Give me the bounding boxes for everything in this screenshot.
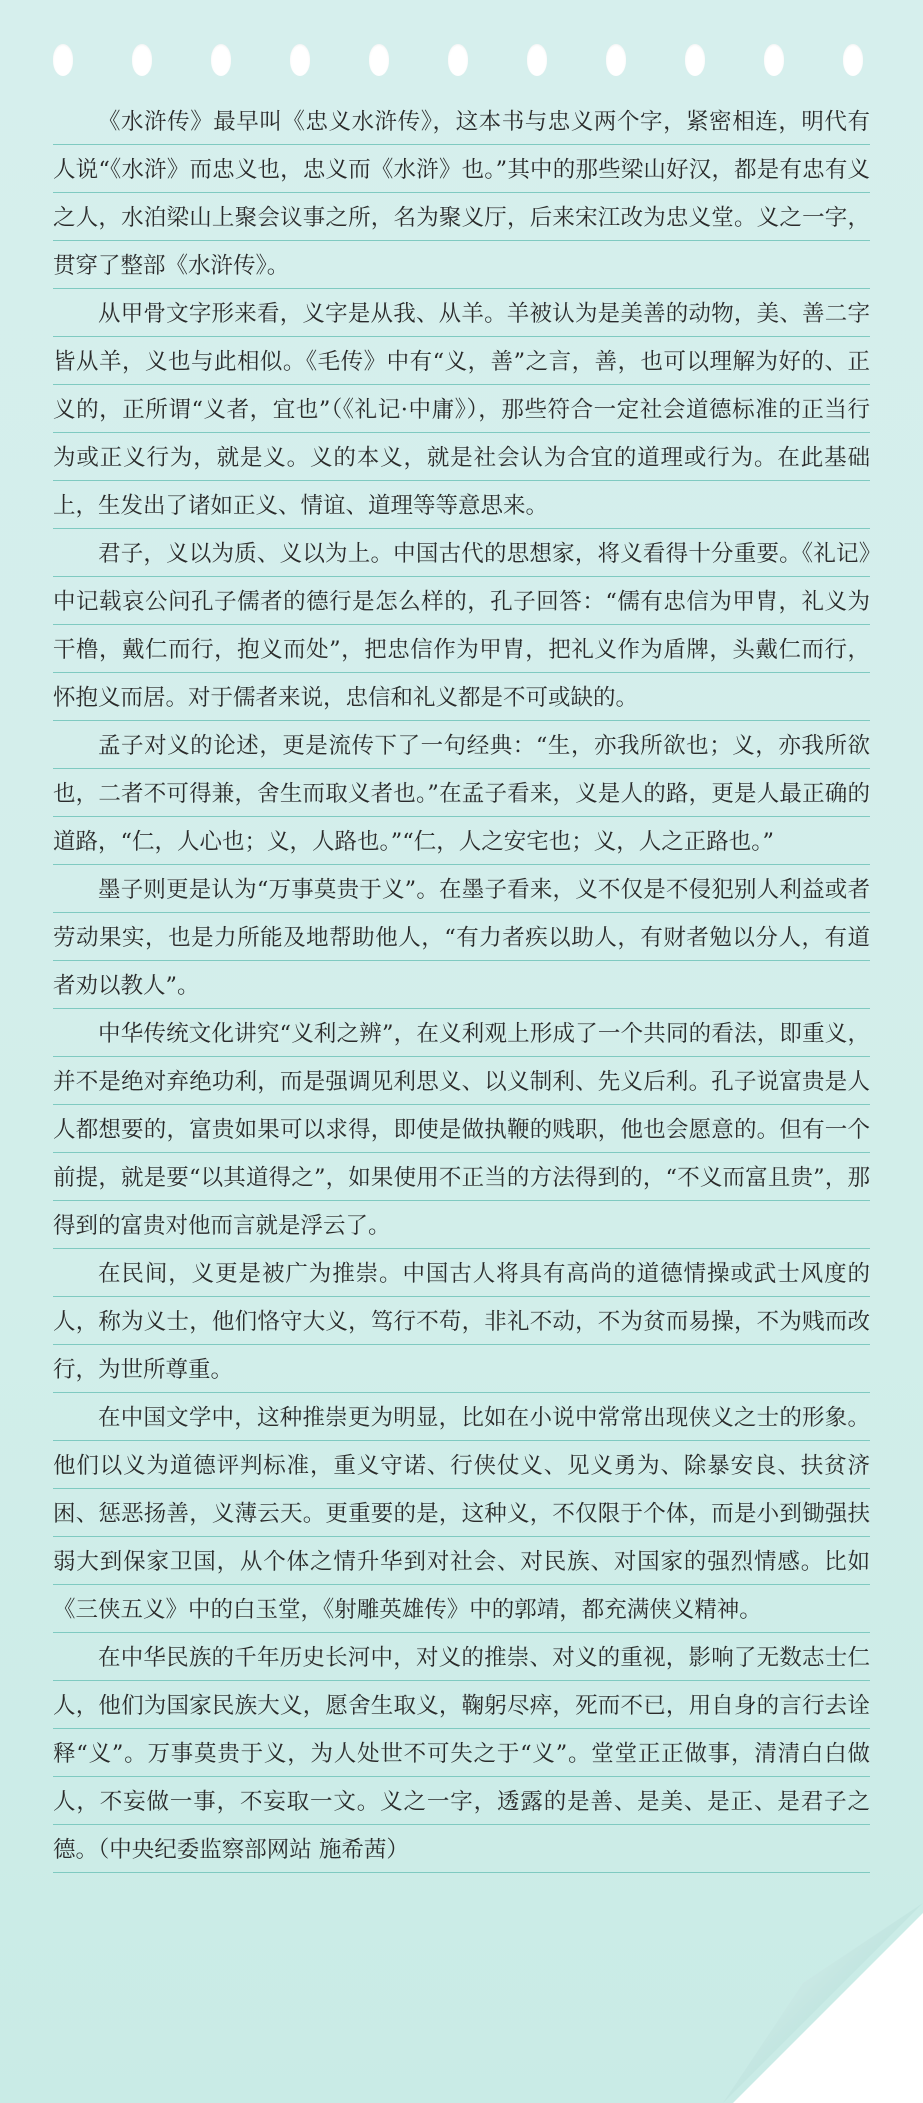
binder-hole bbox=[843, 44, 863, 76]
binder-hole bbox=[606, 44, 626, 76]
binder-hole bbox=[527, 44, 547, 76]
article-body bbox=[53, 98, 870, 1874]
binder-hole bbox=[448, 44, 468, 76]
paragraph-1: 《水浒传》最早叫《忠义水浒传》，这本书与忠义两个字，紧密相连，明代有人说“《水浒》而忠义也，忠义而《水浒》也。”其中的那些梁山好汉，都是有忠有义之人，水泊梁山上聚会议事之所，名为聚义厅，后来宋江改为忠义堂。义之一字，贯穿了整部《水浒传》。 bbox=[53, 98, 870, 290]
paragraph-5: 墨子则更是认为“万事莫贵于义”。在墨子看来，义不仅是不侵犯别人利益或者劳动果实，也是力所能及地帮助他人，“有力者疾以助人，有财者勉以分人，有道者劝以教人”。 bbox=[53, 866, 870, 1010]
binder-hole bbox=[211, 44, 231, 76]
paragraph-8: 在中国文学中，这种推崇更为明显，比如在小说中常常出现侠义之士的形象。他们以义为道德评判标准，重义守诺、行侠仗义、见义勇为、除暴安良、扶贫济困、惩恶扬善，义薄云天。更重要的是，这种义，不仅限于个体，而是小到锄强扶弱大到保家卫国，从个体之情升华到对社会、对民族、对国家的强烈情感。比如《三侠五义》中的白玉堂，《射雕英雄传》中的郭靖，都充满侠义精神。 bbox=[53, 1394, 870, 1634]
binder-hole bbox=[685, 44, 705, 76]
binder-hole bbox=[53, 44, 73, 76]
binder-holes bbox=[0, 44, 923, 80]
binder-hole bbox=[132, 44, 152, 76]
paragraph-7: 在民间，义更是被广为推崇。中国古人将具有高尚的道德情操或武士风度的人，称为义士，他们恪守大义，笃行不苟，非礼不动，不为贫而易操，不为贱而改行，为世所尊重。 bbox=[53, 1250, 870, 1394]
binder-hole bbox=[290, 44, 310, 76]
paragraph-2: 从甲骨文字形来看，义字是从我、从羊。羊被认为是美善的动物，美、善二字皆从羊，义也与此相似。《毛传》中有“义，善”之言，善，也可以理解为好的、正义的，正所谓“义者，宜也”（《礼记·中庸》），那些符合一定社会道德标准的正当行为或正义行为，就是义。义的本义，就是社会认为合宜的道理或行为。在此基础上，生发出了诸如正义、情谊、道理等等意思来。 bbox=[53, 290, 870, 530]
paragraph-6: 中华传统文化讲究“义利之辨”，在义利观上形成了一个共同的看法，即重义，并不是绝对弃绝功利，而是强调见利思义、以义制利、先义后利。孔子说富贵是人人都想要的，富贵如果可以求得，即使是做执鞭的贱职，他也会愿意的。但有一个前提，就是要“以其道得之”，如果使用不正当的方法得到的，“不义而富且贵”，那得到的富贵对他而言就是浮云了。 bbox=[53, 1010, 870, 1250]
paragraph-4: 孟子对义的论述，更是流传下了一句经典：“生，亦我所欲也；义，亦我所欲也，二者不可得兼，舍生而取义者也。”在孟子看来，义是人的路，更是人最正确的道路，“仁，人心也；义，人路也。”“仁，人之安宅也；义，人之正路也。” bbox=[53, 722, 870, 866]
paragraph-9: 在中华民族的千年历史长河中，对义的推崇、对义的重视，影响了无数志士仁人，他们为国家民族大义，愿舍生取义，鞠躬尽瘁，死而不已，用自身的言行去诠释“义”。万事莫贵于义，为人处世不可失之于“义”。堂堂正正做事，清清白白做人，不妄做一事，不妄取一文。义之一字，透露的是善、是美、是正、是君子之德。（中央纪委监察部网站 施希茜） bbox=[53, 1634, 870, 1874]
page-corner-cutout bbox=[733, 1913, 923, 2103]
binder-hole bbox=[369, 44, 389, 76]
binder-hole bbox=[764, 44, 784, 76]
paragraph-3: 君子，义以为质、义以为上。中国古代的思想家，将义看得十分重要。《礼记》中记载哀公问孔子儒者的德行是怎么样的，孔子回答：“儒有忠信为甲胄，礼义为干橹，戴仁而行，抱义而处”，把忠信作为甲胄，把礼义作为盾牌，头戴仁而行，怀抱义而居。对于儒者来说，忠信和礼义都是不可或缺的。 bbox=[53, 530, 870, 722]
